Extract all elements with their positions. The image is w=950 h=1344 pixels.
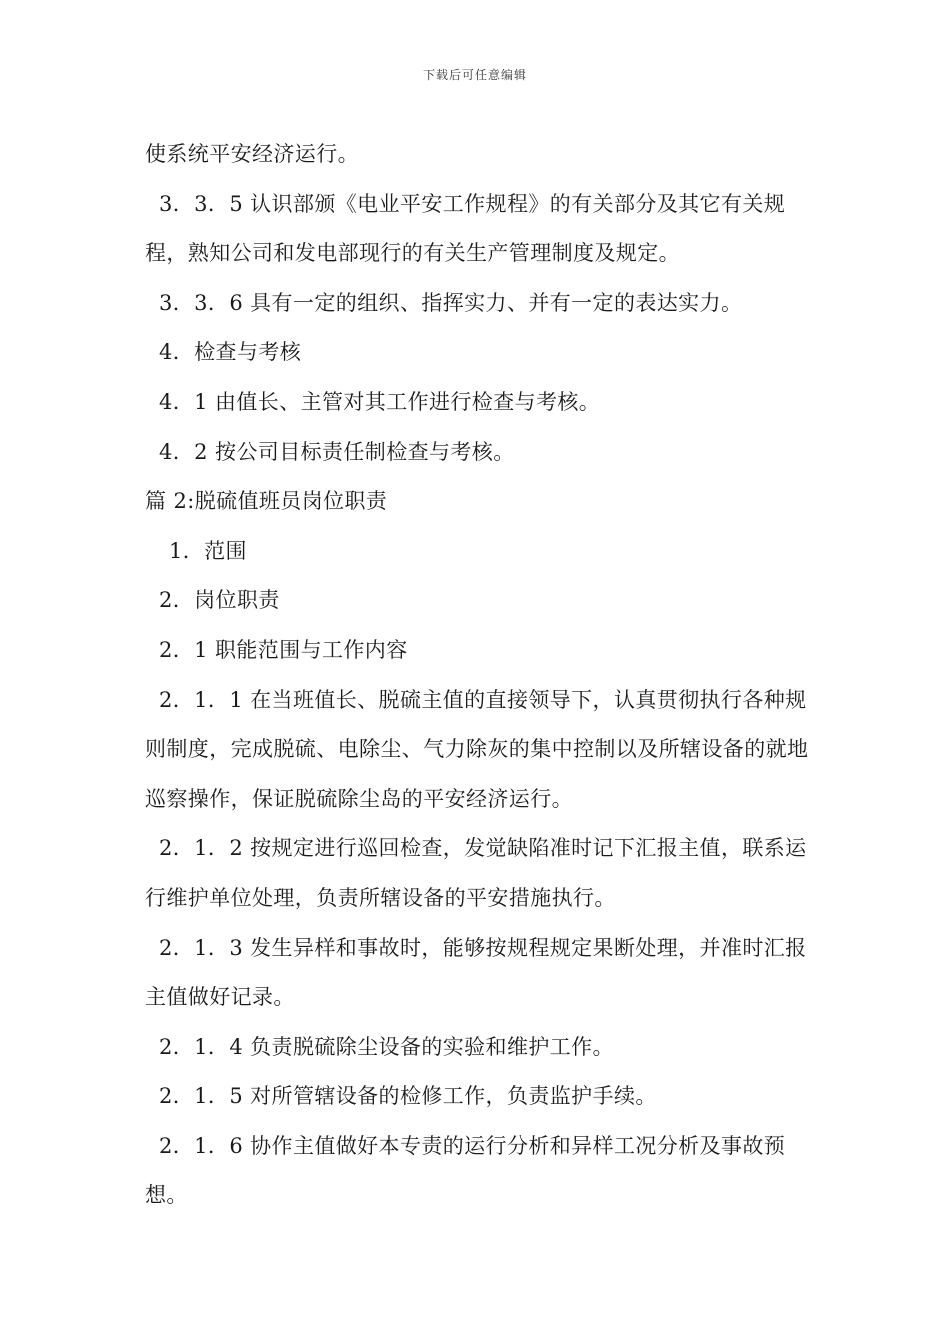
paragraph: 使系统平安经济运行。 — [145, 142, 359, 166]
section-heading: 1．范围 — [169, 538, 247, 563]
paragraph: 2．1．5 对所管辖设备的检修工作，负责监护手续。 — [159, 1084, 657, 1109]
paragraph: 2．1．1 在当班值长、脱硫主值的直接领导下，认真贯彻执行各种规则制度，完成脱硫、电除尘、气力除灰的集中控制以及所辖设备的就地巡察操作，保证脱硫除尘岛的平安经济运行。 — [145, 687, 809, 811]
document-body — [145, 130, 810, 1221]
paragraph: 2．1．6 协作主值做好本专责的运行分析和异样工况分析及事故预想。 — [145, 1133, 786, 1208]
subsection-heading: 2．1 职能范围与工作内容 — [159, 637, 408, 662]
chapter-title: 篇 2:脱硫值班员岗位职责 — [145, 489, 388, 514]
section-heading: 4．检查与考核 — [159, 340, 302, 365]
section-heading: 2．岗位职责 — [159, 588, 280, 613]
paragraph: 2．1．2 按规定进行巡回检查，发觉缺陷准时记下汇报主值，联系运行维护单位处理，负责所辖设备的平安措施执行。 — [145, 836, 807, 910]
paragraph: 4．1 由值长、主管对其工作进行检查与考核。 — [159, 389, 601, 414]
page-header: 下载后可任意编辑 — [422, 68, 527, 82]
paragraph: 2．1．3 发生异样和事故时，能够按规程规定果断处理，并准时汇报主值做好记录。 — [145, 935, 807, 1010]
paragraph: 3．3．6 具有一定的组织、指挥实力、并有一定的表达实力。 — [159, 290, 743, 315]
paragraph: 4．2 按公司目标责任制检查与考核。 — [159, 439, 515, 464]
paragraph: 3．3．5 认识部颁《电业平安工作规程》的有关部分及其它有关规程，熟知公司和发电部现行的有关生产管理制度及规定。 — [145, 191, 786, 266]
paragraph: 2．1．4 负责脱硫除尘设备的实验和维护工作。 — [159, 1034, 614, 1059]
